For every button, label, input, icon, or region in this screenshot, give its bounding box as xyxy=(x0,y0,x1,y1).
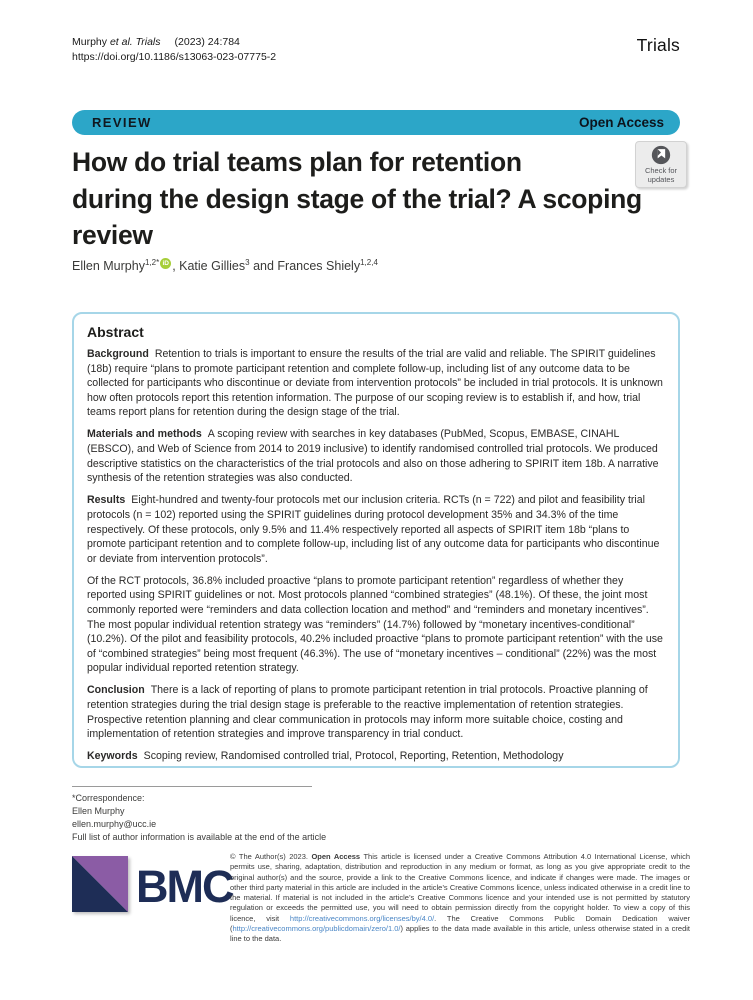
article-title xyxy=(72,144,642,254)
author-1-affiliations: 1,2* xyxy=(144,258,160,267)
license-body: This article is licensed under a Creative Commons Attribution 4.0 International License, which permits use, sharing, adaptation, distribution and reproduction in any medium or format, as long as you give appropriate credit to the original author(s) and the source, provide a link to the Creative Commons licence, and indicate if changes were made. The images or other third party material in this article are included in the article’s Creative Commons licence, unless indicated otherwise in a credit line to the material. If material is not included in the article’s Creative Commons licence and your intended use is not permitted by statutory regulation or exceeds the permitted use, you will need to obtain permission directly from the copyright holder. To view a copy of this licence, visit xyxy=(230,852,690,923)
license-open-access: Open Access xyxy=(311,852,361,861)
title-line-3: review xyxy=(72,220,153,250)
correspondent-email: ellen.murphy@ucc.ie xyxy=(72,819,157,829)
citation-ref: (2023) 24:784 xyxy=(174,36,240,48)
bmc-logo xyxy=(72,856,232,917)
citation-block xyxy=(72,35,276,64)
doi-text: https://doi.org/10.1186/s13063-023-07775-2 xyxy=(72,50,277,63)
cc-zero-link[interactable]: http://creativecommons.org/publicdomain/zero/1.0/ xyxy=(232,924,401,934)
abstract-methods xyxy=(87,427,665,485)
footnote-divider xyxy=(72,786,312,787)
correspondence-label: *Correspondence: xyxy=(72,793,145,803)
author-separator: , xyxy=(172,259,180,274)
author-list xyxy=(72,258,378,273)
article-type-banner xyxy=(72,110,680,135)
license-body: . The Creative Commons Public Domain Dedication waiver ( xyxy=(230,913,690,934)
author-info-note: Full list of author information is available at the end of the article xyxy=(72,832,327,842)
section-text: Scoping review, Randomised controlled trial, Protocol, Reporting, Retention, Methodology xyxy=(143,750,564,763)
orcid-icon[interactable]: iD xyxy=(160,258,171,269)
license-prefix: © The Author(s) 2023. xyxy=(230,852,312,861)
abstract-heading: Abstract xyxy=(87,324,144,340)
citation-author: Murphy xyxy=(72,36,110,48)
abstract-results-continued xyxy=(87,574,665,676)
section-text: Of the RCT protocols, 36.8% included proactive “plans to promote participant retention” regardless of whether they reported using SPIRIT guidelines or not. Most protocols planned “combined strategies” (48.1%). Of these, the joint most commonly reported were “reminders and data collection location and method” and “reminders and monetary incentives”. The most popular individual retention strategy was “reminders” (14.7%) followed by “monetary incentives-conditional” (10.2%). Of the pilot and feasibility protocols, 40.2% included proactive “plans to promote participant retention” with the use of “combined strategies” being most frequent (46.3%). The use of “monetary incentives – conditional” (22%) was the most popular individual reported retention strategy. xyxy=(87,574,663,675)
title-line-1: How do trial teams plan for retention xyxy=(72,147,522,177)
open-access-label: Open Access xyxy=(578,115,664,130)
abstract-keywords xyxy=(87,749,665,764)
license-body: ) applies to the data made available in this article, unless otherwise stated in a credit line to the data. xyxy=(230,924,690,944)
abstract-background xyxy=(87,347,665,420)
masthead xyxy=(72,35,680,64)
section-label: Materials and methods xyxy=(87,428,202,441)
author-3-affiliations: 1,2,4 xyxy=(360,258,378,267)
author-separator: and xyxy=(249,259,278,274)
check-updates-line1: Check for xyxy=(644,166,678,175)
check-for-updates-badge[interactable] xyxy=(635,141,687,188)
author-1: Ellen Murphy xyxy=(72,259,145,274)
abstract-conclusion xyxy=(87,683,665,741)
section-label: Results xyxy=(87,494,126,507)
article-type-label: REVIEW xyxy=(92,115,152,130)
section-text: A scoping review with searches in key databases (PubMed, Scopus, EMBASE, CINAHL (EBSCO), and Web of Science from 2014 to 2019 inclusive) to identify randomised controlled trial protocols. We produced descriptive statistics on the characteristics of the trial protocols and also on those adhering to SPIRIT item 18b. A narrative synthesis of the retention strategies was also conducted. xyxy=(87,428,659,485)
title-line-2: during the design stage of the trial? A scoping xyxy=(72,183,642,214)
abstract-box xyxy=(72,312,680,768)
section-label: Background xyxy=(87,348,149,360)
bmc-logo-icon xyxy=(72,856,128,917)
check-updates-line2: updates xyxy=(647,174,675,184)
author-2-affiliations: 3 xyxy=(245,258,250,267)
section-text: Eight-hundred and twenty-four protocols met our inclusion criteria. RCTs (n = 722) and pilot and feasibility trial protocols (n = 102) reported using the SPIRIT guidelines during protocol development 35% and 34.3% of the time respectively. Of these protocols, only 9.5% and 11.4% respectively reported all aspects of SPIRIT item 18b “plans to promote participant retention and to complete follow-up, including list of any outcome data for participants who discontinue or deviate from intervention protocols”. xyxy=(87,494,660,565)
section-text: There is a lack of reporting of plans to promote participant retention in trial protocols. Proactive planning of retention strategies during the trial design stage is preferable to the reactive implementation of retention strategies. Prospective retention planning and clear communication in protocols may inform more suitable choice, costing and implementation of retention strategies and improve transparency in trial conduct. xyxy=(87,684,648,741)
license-text xyxy=(230,852,690,945)
cc-by-link[interactable]: http://creativecommons.org/licenses/by/4.0/ xyxy=(289,913,435,923)
citation-journal-italic: et al. Trials xyxy=(109,36,161,48)
bmc-wordmark: BMC xyxy=(136,860,233,912)
correspondent-name: Ellen Murphy xyxy=(72,806,125,816)
section-label: Conclusion xyxy=(87,684,145,697)
citation-line xyxy=(72,35,276,50)
crossmark-icon xyxy=(636,145,686,165)
section-text: Retention to trials is important to ensure the results of the trial are valid and reliable. The SPIRIT guidelines (18b) require “plans to promote participant retention and complete follow-up, including list of any outcome data to be collected for participants who discontinue or deviate from intervention protocols” be included in trial protocols. It is unknown how often protocols report this retention information. The purpose of our scoping review is to establish if, and how, trial teams report plans for retention during the design stage of the trial. xyxy=(87,348,663,419)
author-2: Katie Gillies xyxy=(179,259,246,274)
author-3: Frances Shiely xyxy=(277,259,361,274)
section-label: Keywords xyxy=(87,750,138,763)
abstract-results xyxy=(87,493,665,566)
correspondence-block xyxy=(72,792,326,844)
journal-name: Trials xyxy=(636,35,680,55)
